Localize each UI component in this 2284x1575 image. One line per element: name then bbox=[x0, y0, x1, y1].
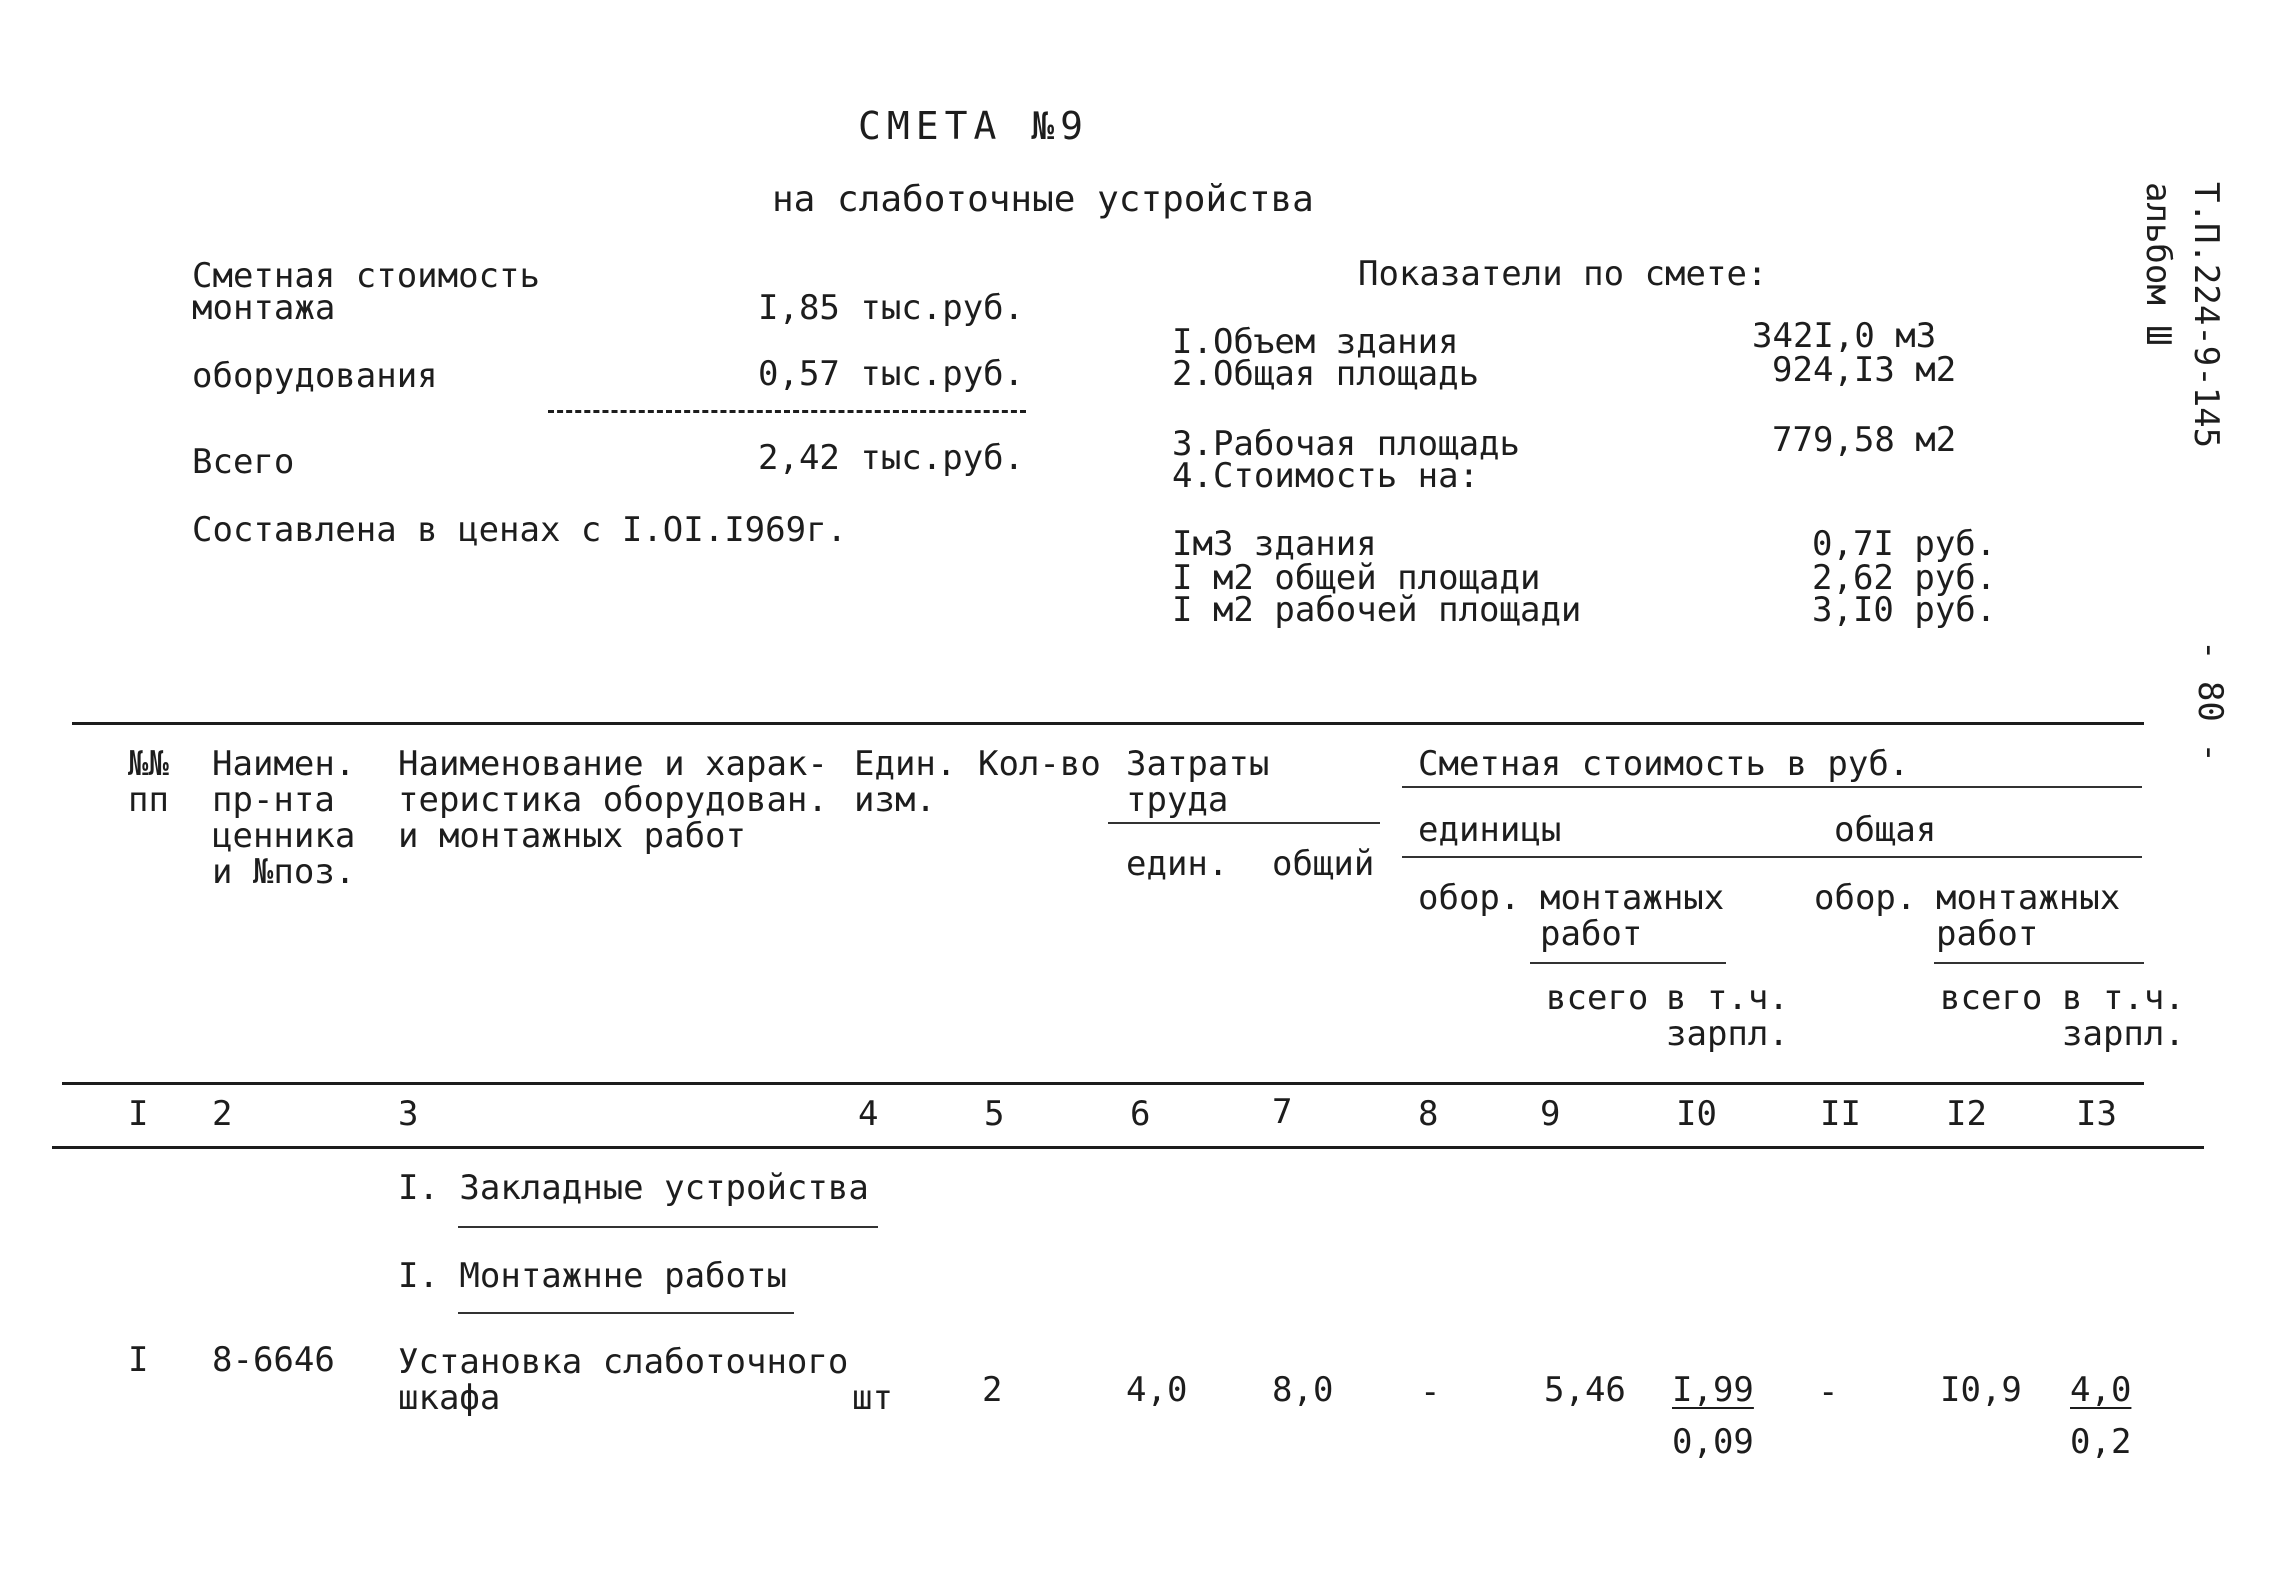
unit-cost-value: 3,I0 руб. bbox=[1812, 590, 1997, 630]
indicators-heading: Показатели по смете: bbox=[1358, 254, 1768, 294]
row-name: Установка слаботочного шкафа bbox=[398, 1342, 849, 1418]
header-wage-unit: в т.ч. зарпл. bbox=[1666, 978, 1789, 1054]
header-price-ref: Наимен. пр-нта ценника и №поз. bbox=[212, 744, 356, 892]
row-num: I bbox=[128, 1340, 149, 1380]
cost-label-line2: монтажа bbox=[192, 288, 336, 328]
total-cost-value: 2,42 тыс.руб. bbox=[758, 438, 1025, 478]
column-number: I bbox=[128, 1094, 149, 1134]
column-number: II bbox=[1820, 1094, 1861, 1134]
indicator-label: 4.Стоимость на: bbox=[1172, 456, 1480, 496]
header-qty: Кол-во bbox=[978, 744, 1101, 784]
page-number: - 80 - bbox=[2190, 640, 2230, 763]
subsection-text: I. Монтажнне работы bbox=[398, 1256, 787, 1296]
row-qty: 2 bbox=[982, 1370, 1003, 1410]
header-name: Наименование и харак- теристика оборудован. и монтажных работ bbox=[398, 744, 828, 856]
header-all-unit: всего bbox=[1546, 978, 1649, 1018]
row-unit-equip: - bbox=[1420, 1372, 1441, 1412]
row-unit-wage-sub: 0,09 bbox=[1672, 1422, 1754, 1462]
indicator-label: 2.Общая площадь bbox=[1172, 354, 1480, 394]
row-labor-unit: 4,0 bbox=[1126, 1370, 1188, 1410]
column-numbers-rule bbox=[52, 1146, 2204, 1149]
side-code: Т.П.224-9-145 bbox=[2186, 182, 2226, 449]
row-total-wage-sub: 0,2 bbox=[2070, 1422, 2132, 1462]
unit-cost-value: 2,62 руб. bbox=[1812, 558, 1997, 598]
column-number: 5 bbox=[984, 1094, 1005, 1134]
header-num: №№ пп bbox=[128, 744, 169, 820]
header-labor: Затраты труда bbox=[1126, 744, 1270, 820]
header-cost: Сметная стоимость в руб. bbox=[1418, 744, 1910, 784]
document-title: СМЕТА №9 bbox=[858, 104, 1090, 148]
indicator-label: I.Объем здания bbox=[1172, 322, 1459, 362]
unit-cost-label: Iм3 здания bbox=[1172, 524, 1377, 564]
subsection-underline bbox=[458, 1312, 794, 1314]
column-number: I2 bbox=[1946, 1094, 1987, 1134]
column-number: I0 bbox=[1676, 1094, 1717, 1134]
header-equip-unit: обор. bbox=[1418, 878, 1521, 918]
row-total-equip: - bbox=[1818, 1372, 1839, 1412]
total-label: Всего bbox=[192, 442, 295, 482]
header-unit: Един. изм. bbox=[854, 744, 957, 820]
column-number: 7 bbox=[1272, 1092, 1293, 1132]
row-labor-total: 8,0 bbox=[1272, 1370, 1334, 1410]
document-subtitle: на слаботочные устройства bbox=[772, 179, 1314, 220]
mount-cost-value: I,85 тыс.руб. bbox=[758, 288, 1025, 328]
column-number: 3 bbox=[398, 1094, 419, 1134]
header-per-unit: единицы bbox=[1418, 810, 1562, 850]
column-number: 9 bbox=[1540, 1094, 1561, 1134]
row-unit: шт bbox=[852, 1378, 893, 1418]
indicator-value: 779,58 м2 bbox=[1772, 420, 1957, 460]
section-underline bbox=[458, 1226, 878, 1228]
header-mount-total: монтажных работ bbox=[1936, 878, 2121, 954]
header-total: общая bbox=[1834, 810, 1937, 850]
mount-rule-total bbox=[1934, 962, 2144, 964]
prices-note: Составлена в ценах с I.OI.I969г. bbox=[192, 510, 848, 550]
header-mount-unit: монтажных работ bbox=[1540, 878, 1725, 954]
indicator-label: 3.Рабочая площадь bbox=[1172, 424, 1520, 464]
mount-rule-unit bbox=[1530, 962, 1726, 964]
indicator-value: 924,I3 м2 bbox=[1772, 350, 1957, 390]
column-number: I3 bbox=[2076, 1094, 2117, 1134]
equipment-cost-value: 0,57 тыс.руб. bbox=[758, 354, 1025, 394]
header-labor-unit: един. bbox=[1126, 844, 1229, 884]
column-number: 8 bbox=[1418, 1094, 1439, 1134]
indicator-value: 342I,0 м3 bbox=[1752, 316, 1937, 356]
column-number: 4 bbox=[858, 1094, 879, 1134]
cost-header-rule bbox=[1402, 786, 2142, 788]
column-number: 6 bbox=[1130, 1094, 1151, 1134]
cost-label-line1: Сметная стоимость bbox=[192, 256, 540, 296]
equipment-label: оборудования bbox=[192, 356, 438, 396]
table-top-rule bbox=[72, 722, 2144, 725]
row-unit-wage: I,99 bbox=[1672, 1370, 1754, 1410]
row-total-mount-all: I0,9 bbox=[1940, 1370, 2022, 1410]
column-number: 2 bbox=[212, 1094, 233, 1134]
header-wage-total: в т.ч. зарпл. bbox=[2062, 978, 2185, 1054]
unit-total-rule bbox=[1402, 856, 2142, 858]
row-total-wage: 4,0 bbox=[2070, 1370, 2132, 1410]
labor-header-rule bbox=[1108, 822, 1380, 824]
subsection-title bbox=[398, 1258, 787, 1294]
header-all-total: всего bbox=[1940, 978, 2043, 1018]
unit-cost-value: 0,7I руб. bbox=[1812, 524, 1997, 564]
unit-cost-label: I м2 рабочей площади bbox=[1172, 590, 1582, 630]
side-album: альбом Ш bbox=[2138, 182, 2178, 346]
row-unit-mount-all: 5,46 bbox=[1544, 1370, 1626, 1410]
section-title bbox=[398, 1170, 869, 1206]
separator-dashed bbox=[548, 410, 1026, 413]
header-equip-total: обор. bbox=[1814, 878, 1917, 918]
unit-cost-label: I м2 общей площади bbox=[1172, 558, 1541, 598]
section-text: I. Закладные устройства bbox=[398, 1168, 869, 1208]
row-ref: 8-6646 bbox=[212, 1340, 335, 1380]
header-bottom-rule bbox=[62, 1082, 2144, 1085]
header-labor-total: общий bbox=[1272, 844, 1375, 884]
